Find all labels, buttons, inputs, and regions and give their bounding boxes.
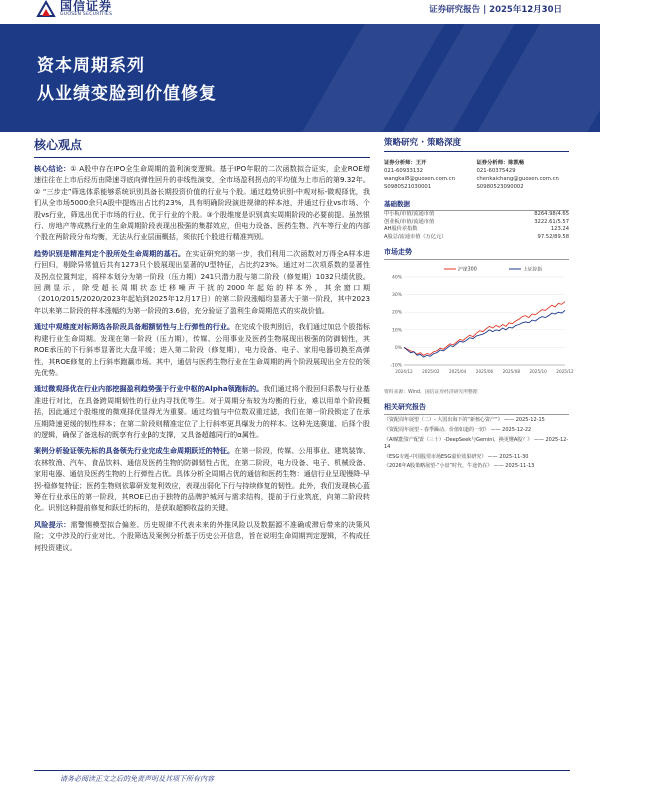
related-report-link[interactable]: 《2026年A股策略展望-“小盘”时代，牛途仍在》 —— 2025-11-13 — [384, 463, 535, 470]
related-report-link[interactable]: 《资配周年展望（二）- 大国出海下的“新核心资产”》 —— 2025-12-15 — [384, 417, 545, 424]
related-report-link[interactable]: 《资配周年展望 - 春季躁动、价值如道的一切》 —— 2025-12-22 — [384, 426, 532, 433]
market-trend-chart — [384, 263, 574, 387]
core-views-heading: 核心观点 — [34, 138, 83, 152]
sidebar — [384, 136, 574, 471]
basic-data-table — [384, 197, 569, 241]
logo-en-text: GUOSEN SECURITIES — [60, 12, 113, 17]
divider — [34, 157, 370, 158]
sidebar-section-title: 策略研究 · 策略深度 — [384, 138, 462, 148]
analyst-block — [384, 159, 569, 191]
legend-label: 上证综指 — [523, 267, 543, 273]
analyst-email-link[interactable]: wangkai8@guosen.com.cn — [384, 176, 455, 182]
disclaimer-footer: 请务必阅读正文之后的免责声明及其项下所有内容 — [60, 775, 214, 783]
divider — [384, 151, 569, 152]
analyst-email-link[interactable]: chenkaichang@guosen.com.cn — [476, 176, 559, 182]
guosen-logo-icon — [36, 0, 56, 18]
y-tick-label: 40% — [391, 275, 402, 281]
title-banner — [0, 24, 600, 132]
table-row: AH股价差指数 123.24 — [384, 226, 569, 233]
basic-data-title: 基础数据 — [384, 197, 569, 211]
x-tick-label: 2025/12 — [556, 369, 574, 375]
x-tick-label: 2025/04 — [448, 369, 467, 375]
trend-chart-svg — [384, 263, 574, 383]
core-paragraph: 风险提示：需警惕模型拟合偏差、历史规律不代表未来的外推风险以及数据源不准确或滞后带来的决策风险；文中涉及的行业对比、个股筛选及案例分析基于历史公开信息，旨在说明生命周期判定逻辑，不构成任何投资建议。 — [34, 519, 370, 552]
core-paragraph: 趋势识别是精准判定个股所处生命周期的基石。在实证研究的第一步，我们利用二次函数对万得全A样本进行回归，剔除异常值后共有1273只个股展现出显著的U型特征，占比约23%。通过对二次项系数的显著性及拐点位置判定，将样本划分为第一阶段（压力期）241只潜力股与第二阶段（修复期）1032只绩优股。回测显示，除受超长周期状态迁移噪声干扰的2000年起始的样本外，其余窗口期（2010/2015/2020/2023年起始到2025年12月17日）的第二阶段涨幅均显著大于第一阶段，其中2023年以来第二阶段的样本涨幅约为第一阶段的3.6倍，充分验证了盈利生命周期范式的实战价值。 — [34, 248, 370, 315]
x-tick-label: 2025/08 — [502, 369, 521, 375]
x-tick-label: 2025/02 — [422, 369, 440, 375]
series-title: 资本周期系列 — [37, 56, 145, 76]
related-reports-title: 相关研究报告 — [384, 402, 569, 415]
core-paragraph: 通过微观择优在行业内部挖掘盈利趋势强于行业中枢的Alpha领跑标的。我们通过将个股回归系数与行业基准进行对比，在具备跨周期韧性的行业内寻找优等生。对于周期分布较为均衡的行业，难以用单个阶段概括，因此通过个股维度的微观择优显得尤为重要。通过均值与中位数双重过滤，我们在第一阶段锁定了在承压期降速更缓的韧性样本；在第二阶段则精准定位了上行斜率更具爆发力的样本。这种先选赛道、后择个股的逻辑，确保了备选标的既享有行业β的支撑，又具备超越同行的α属性。 — [34, 384, 370, 439]
footer-divider — [34, 770, 570, 771]
table-row: 中小板/市值/流通市值 8264.98/4.65 — [384, 211, 569, 217]
related-report-link[interactable]: 《ESG专题-中国股票市场ESG溢价效果研究》 —— 2025-11-30 — [384, 453, 529, 460]
table-row: 创业板/市值/流通市值 3222.61/5.57 — [384, 218, 569, 225]
y-tick-label: 30% — [391, 293, 402, 299]
x-tick-label: 2025/10 — [529, 369, 547, 375]
core-paragraph: 案例分析验证领先标的具备领先行业完成生命周期跃迁的特征。在第一阶段，传媒、公用事业、建筑装饰、农林牧渔、汽车、食品饮料、通信及医药生物的防御韧性占优，在第二阶段，电力设备、电子、机械设备、家用电器、通信及医药生物的上行弹性占优。具体分析全周期占优的通信和医药生物：通信行业呈现慢降-早拐-稳修复特征；医药生物则依靠研发复利效应，表现出弱化下行与持续修复的韧性。此外，我们发现核心蓝筹在行业承压的第一阶段，其ROE已由于独特的品牌护城河与需求结构，提前于行业筑底，向第二阶段转化。识别这种提前修复和跃迁的标的，是获取超额收益的关键。 — [34, 446, 370, 513]
report-type-date: 证券研究报告 | 2025年12月30日 — [429, 5, 562, 15]
market-trend-title: 市场走势 — [384, 247, 569, 260]
related-report-link[interactable]: 《AI赋能资产配置（三十）-DeepSeek与Gemini，换更懂A股？》 —— 2025-12-14 — [384, 436, 569, 451]
core-views-section — [34, 136, 370, 558]
x-tick-label: 2025/06 — [475, 369, 494, 375]
company-logo — [36, 0, 112, 18]
y-tick-label: -10% — [390, 363, 402, 369]
y-tick-label: 0% — [394, 346, 402, 352]
table-row: A股总/流通市值（万亿元） 97.52/89.58 — [384, 233, 569, 240]
x-tick-label: 2024/12 — [395, 369, 413, 375]
report-title: 从业绩变脸到价值修复 — [37, 84, 217, 104]
series-line — [404, 311, 565, 358]
y-tick-label: 20% — [391, 311, 402, 317]
y-tick-label: 10% — [391, 328, 402, 334]
logo-cn-text: 国信证券 — [60, 0, 113, 13]
chart-source: 资料来源：Wind、国信证券经济研究所整理 — [384, 390, 478, 396]
analyst-card: 证券分析师：陈凯畅 021-60375429 chenkaichang@guosen.com.cn S0980523090002 — [477, 159, 570, 191]
core-paragraph: 通过中观维度对标筛选各阶段具备超额韧性与上行弹性的行业。在完成个股判别后，我们通过加总个股指标构建行业生命周期。发现在第一阶段（压力期），传媒、公用事业及医药生物展现出极强的防御韧性，其ROE承压的下行斜率显著比大盘平缓；进入第二阶段（修复期），电力设备、电子、家用电器切换至高弹性，其ROE修复的上行斜率跑赢市场。其中，通信与医药生物行业在生命周期的两个阶段展现出全方位的领先优势。 — [34, 322, 370, 377]
analyst-card: 证券分析师：王开 021-60933132 wangkai8@guosen.com.cn S0980521030001 — [384, 159, 477, 191]
core-paragraph: 核心结论：① A股中存在IPO全生命周期的盈利演变逻辑。基于IPO年限的二次函数拟合证实，企业ROE增速往往在上市后经历由降速寻底向弹性回升的非线性演变，全市场盈利拐点的平均值为上市后的第9.32年。② “三步走”筛选体系能够系统识别具备长期投资价值的行业与个股。通过趋势识别-中观对标-微观择优，我们从全市场5000余只A股中提炼出占比约23%，具有明确阶段演进规律的样本池，并通过行业vs市场、个股vs行业，筛选出优于市场的行业、优于行业的个股。③个股维度是识别真实周期阶段的必要前提。虽然银行、房地产等成熟行业的生命周期阶段表现出极强的集群效应，但电力设备、医药生物、汽车等行业的内部个股在两阶段分布均衡，无法从行业层面概括，须依托个股进行精准判别。 — [34, 164, 370, 242]
legend-label: 沪深300 — [458, 267, 477, 273]
